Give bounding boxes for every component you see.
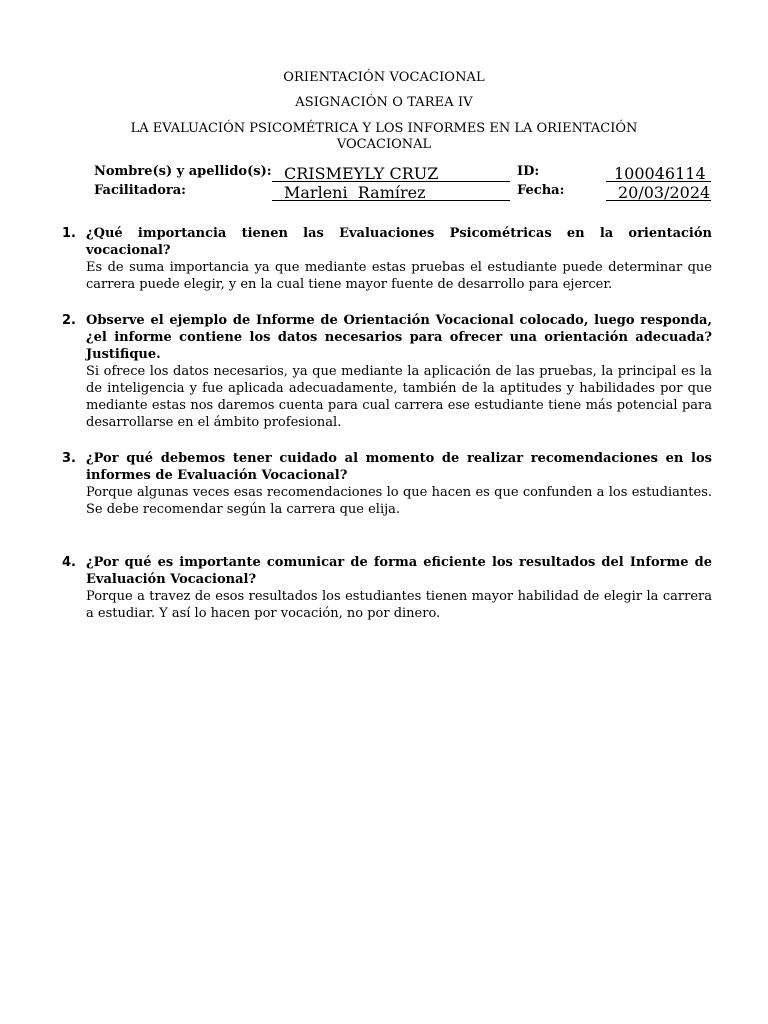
id-field (606, 164, 711, 182)
question-number: 4. (62, 555, 76, 570)
question-text: ¿Por qué debemos tener cuidado al momento de realizar recomendaciones en los informes de Evaluación Vocacional? (86, 451, 712, 483)
question-text: ¿Por qué es importante comunicar de forma eficiente los resultados del Informe de Evaluación Vocacional? (86, 555, 712, 587)
answer-text: Es de suma importancia ya que mediante estas pruebas el estudiante puede determinar que carrera puede elegir, y en la cual tiene mayor fuente de desarrollo para ejercer. (86, 260, 712, 292)
date-value: 20/03/2024 (618, 183, 711, 202)
question-number: 3. (62, 451, 76, 466)
question-number: 2. (62, 313, 76, 328)
facilitator-value: Marleni Ramírez (284, 183, 426, 202)
facilitator-label: Facilitadora: (94, 183, 186, 198)
question-text: ¿Qué importancia tienen las Evaluaciones Psicométricas en la orientación vocacional? (86, 226, 712, 258)
name-label: Nombre(s) y apellido(s): (94, 164, 272, 179)
answer-text: Porque a travez de esos resultados los estudiantes tienen mayor habilidad de elegir la carrera a estudiar. Y así lo hacen por vocación, no por dinero. (86, 589, 712, 621)
name-field (272, 164, 510, 182)
id-label: ID: (517, 164, 540, 179)
id-value: 100046114 (614, 164, 706, 183)
assignment-title: ASIGNACIÓN O TAREA IV (295, 95, 473, 110)
date-label: Fecha: (517, 183, 565, 198)
topic-title: LA EVALUACIÓN PSICOMÉTRICA Y LOS INFORMES EN LA ORIENTACIÓN VOCACIONAL (130, 121, 638, 152)
question-number: 1. (62, 226, 76, 241)
name-value: CRISMEYLY CRUZ (284, 164, 439, 183)
facilitator-field (272, 183, 510, 201)
document-title: ORIENTACIÓN VOCACIONAL (283, 70, 485, 85)
date-field (606, 183, 711, 201)
answer-text: Si ofrece los datos necesarios, ya que mediante la aplicación de las pruebas, la principal es la de inteligencia y fue aplicada adecuadamente, también de la aptitudes y habilidades por que mediante estas nos daremos cuenta para cual carrera ese estudiante tiene más potencial para desarrollarse en el ámbito profesional. (86, 364, 712, 430)
answer-text: Porque algunas veces esas recomendaciones lo que hacen es que confunden a los estudiantes. Se debe recomendar según la carrera que elija. (86, 485, 712, 517)
question-text: Observe el ejemplo de Informe de Orientación Vocacional colocado, luego responda, ¿el informe contiene los datos necesarios para ofrecer una orientación adecuada? Justifique. (86, 313, 712, 362)
